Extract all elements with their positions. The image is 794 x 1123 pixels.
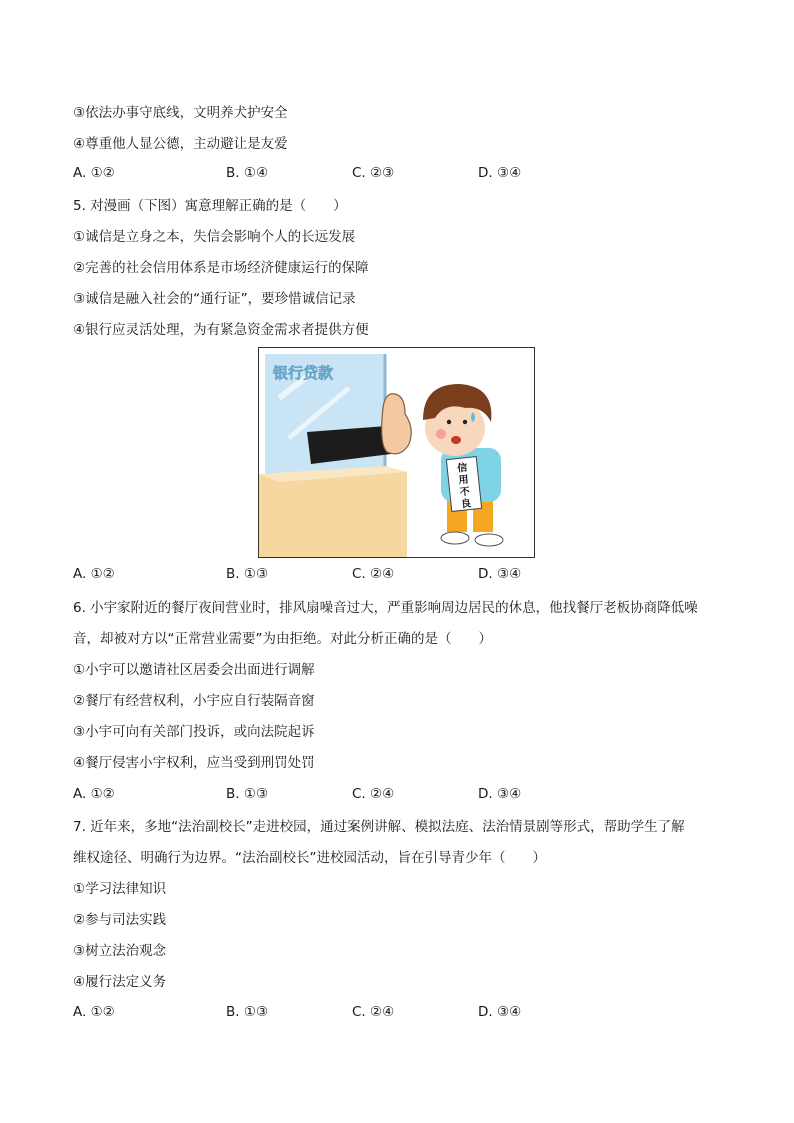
q4-option-d: D. ③④	[478, 165, 522, 181]
q4-option-c: C. ②③	[352, 165, 395, 181]
q5-item-3: ③诚信是融入社会的“通行证”，要珍惜诚信记录	[73, 291, 356, 307]
q4-item-3: ③依法办事守底线，文明养犬护安全	[73, 105, 288, 121]
q7-stem-line-2: 维权途径、明确行为边界。“法治副校长”进校园活动，旨在引导青少年（ ）	[73, 850, 546, 866]
q6-item-2: ②餐厅有经营权利，小宇应自行装隔音窗	[73, 693, 315, 709]
q5-option-b: B. ①③	[226, 566, 269, 582]
q5-item-2: ②完善的社会信用体系是市场经济健康运行的保障	[73, 260, 369, 276]
q7-item-1: ①学习法律知识	[73, 881, 167, 897]
q4-option-a: A. ①②	[73, 165, 115, 181]
boy-cheek	[436, 429, 446, 439]
paper-char-4: 良	[460, 498, 472, 511]
q7-item-4: ④履行法定义务	[73, 974, 167, 990]
q6-option-b: B. ①③	[226, 786, 269, 802]
bank-sign: 银行贷款	[273, 364, 334, 382]
q5-cartoon	[258, 347, 535, 558]
q6-stem-line-1: 6. 小宇家附近的餐厅夜间营业时，排风扇噪音过大，严重影响周边居民的休息，他找餐厅老板协商降低噪	[73, 600, 698, 616]
q5-option-c: C. ②④	[352, 566, 395, 582]
q6-option-a: A. ①②	[73, 786, 115, 802]
q6-option-d: D. ③④	[478, 786, 522, 802]
q6-options	[73, 786, 733, 806]
q6-item-1: ①小宇可以邀请社区居委会出面进行调解	[73, 662, 315, 678]
boy-shoe-right	[475, 534, 503, 546]
q5-stem: 5. 对漫画（下图）寓意理解正确的是（ ）	[73, 198, 347, 214]
paper-char-1: 信	[456, 462, 468, 475]
q7-stem-line-1: 7. 近年来，多地“法治副校长”走进校园，通过案例讲解、模拟法庭、法治情景剧等形式，帮助学生了解	[73, 819, 685, 835]
q7-item-2: ②参与司法实践	[73, 912, 167, 928]
boy-eye-right	[463, 420, 467, 424]
q4-option-b: B. ①④	[226, 165, 269, 181]
q6-item-3: ③小宇可向有关部门投诉，或向法院起诉	[73, 724, 315, 740]
q4-item-4: ④尊重他人显公德，主动避让是友爱	[73, 136, 288, 152]
q4-options	[73, 165, 733, 185]
q5-item-4: ④银行应灵活处理，为有紧急资金需求者提供方便	[73, 322, 369, 338]
q6-option-c: C. ②④	[352, 786, 395, 802]
q7-item-3: ③树立法治观念	[73, 943, 167, 959]
q5-option-d: D. ③④	[478, 566, 522, 582]
q6-stem-line-2: 音，却被对方以“正常营业需要”为由拒绝。对此分析正确的是（ ）	[73, 631, 492, 647]
q7-option-d: D. ③④	[478, 1004, 522, 1020]
boy-eye-left	[447, 420, 451, 424]
q7-options	[73, 1004, 733, 1024]
cartoon-illustration	[259, 348, 534, 557]
boy-shoe-left	[441, 532, 469, 544]
q7-option-c: C. ②④	[352, 1004, 395, 1020]
q7-option-a: A. ①②	[73, 1004, 115, 1020]
q7-option-b: B. ①③	[226, 1004, 269, 1020]
boy-mouth	[451, 436, 461, 444]
q6-item-4: ④餐厅侵害小宇权利，应当受到刑罚处罚	[73, 755, 315, 771]
paper-char-3: 不	[459, 486, 471, 499]
q5-option-a: A. ①②	[73, 566, 115, 582]
q5-options	[73, 566, 733, 586]
refusing-hand	[382, 394, 412, 454]
q5-item-1: ①诚信是立身之本，失信会影响个人的长远发展	[73, 229, 356, 245]
paper-char-2: 用	[458, 474, 470, 487]
